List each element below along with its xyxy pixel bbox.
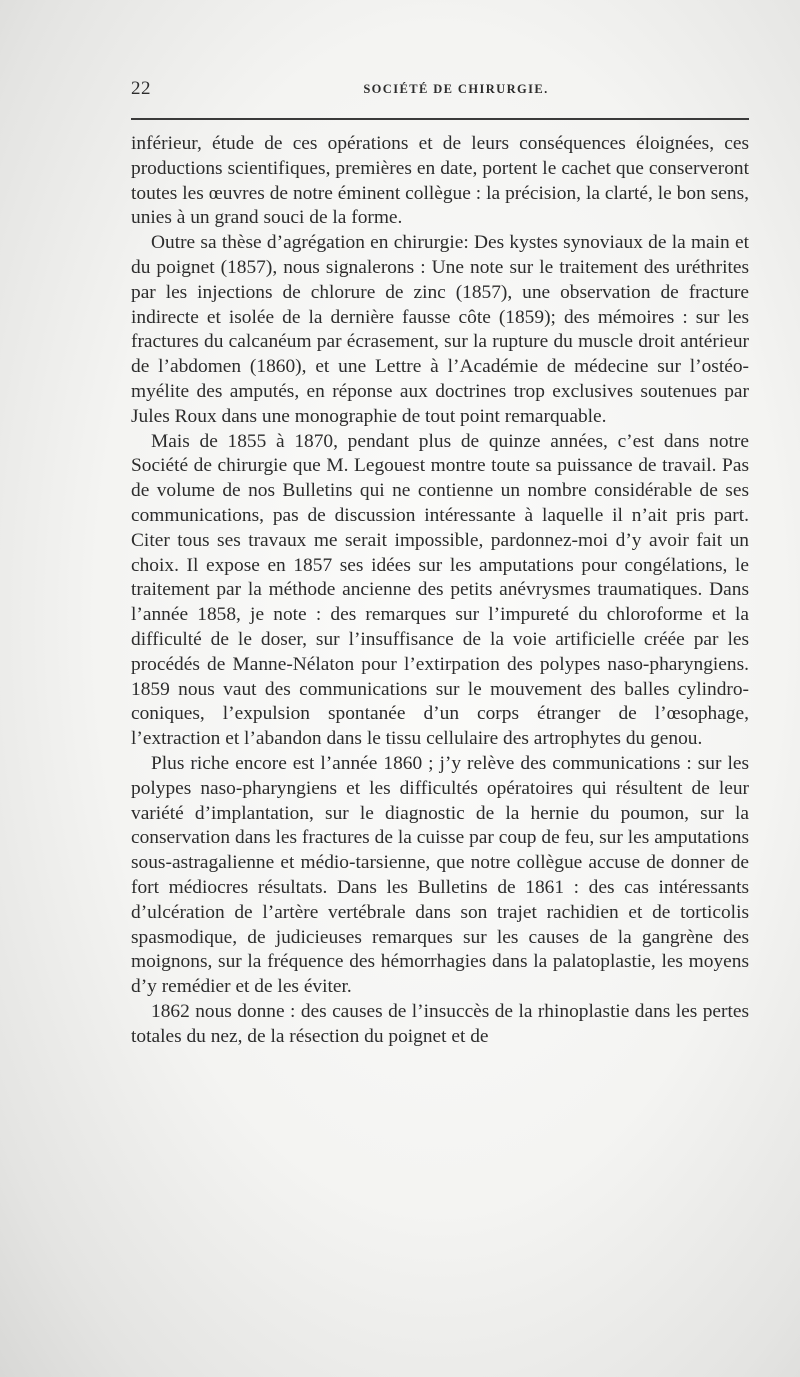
running-head — [131, 78, 781, 100]
paragraph: Plus riche encore est l’année 1860 ; j’y relève des communications : sur les polypes naso-pharyngiens et les difficultés opératoires qui résultent de leur variété d’implantation, sur le diagnostic de la hernie du poumon, sur la conservation dans les fractures de la cuisse par coup de feu, sur les amputations sous-astragalienne et médio-tarsienne, que notre collègue accuse de donner de fort médiocres résultats. Dans les Bulletins de 1861 : des cas intéressants d’ulcération de l’artère vertébrale dans son trajet rachidien et de torticolis spasmodique, de judicieuses remarques sur les causes de la gangrène des moignons, sur la fréquence des hémorrhagies dans la palatoplastie, les moyens d’y remédier et de les éviter. — [131, 752, 749, 998]
body-text — [131, 132, 749, 1049]
paragraph: Outre sa thèse d’agrégation en chirurgie: Des kystes synoviaux de la main et du poignet (1857), nous signalerons : Une note sur le traitement des uréthrites par les injections de chlorure de zinc (1857), une observation de fracture indirecte et isolée de la dernière fausse côte (1859); des mémoires : sur les fractures du calcanéum par écrasement, sur la rupture du muscle droit antérieur de l’abdomen (1860), et une Lettre à l’Académie de médecine sur l’ostéo-myélite des amputés, en réponse aux doctrines trop exclusives soutenues par Jules Roux dans une monographie de tout point remarquable. — [131, 232, 749, 427]
page-number: 22 — [131, 78, 151, 99]
paragraph: inférieur, étude de ces opérations et de leurs conséquences éloignées, ces productions scientifiques, premières en date, portent le cachet que conserveront toutes les œuvres de notre éminent collègue : la précision, la clarté, le bon sens, unies à un grand souci de la forme. — [131, 133, 749, 229]
header-rule — [131, 118, 749, 120]
paragraph: 1862 nous donne : des causes de l’insuccès de la rhinoplastie dans les pertes totales du nez, de la résection du poignet et de — [131, 1000, 749, 1047]
paragraph: Mais de 1855 à 1870, pendant plus de quinze années, c’est dans notre Société de chirurgie que M. Legouest montre toute sa puissance de travail. Pas de volume de nos Bulletins qui ne contienne un nombre considérable de ses communications, pas de discussion intéressante à laquelle il n’ait pris part. Citer tous ses travaux me serait impossible, pardonnez-moi d’y avoir fait un choix. Il expose en 1857 ses idées sur les amputations pour congélations, le traitement par la méthode ancienne des petits anévrysmes traumatiques. Dans l’année 1858, je note : des remarques sur l’impureté du chloroforme et la difficulté de le doser, sur l’insuffisance de la voie artificielle créée par les procédés de Manne-Nélaton pour l’extirpation des polypes naso-pharyngiens. 1859 nous vaut des communications sur le mouvement des balles cylindro-coniques, l’expulsion spontanée d’un corps étranger de l’œsophage, l’extraction et l’abandon dans le tissu cellulaire des artrophytes du genou. — [131, 430, 749, 750]
running-title: SOCIÉTÉ DE CHIRURGIE. — [363, 82, 549, 96]
book-page — [131, 78, 781, 1049]
